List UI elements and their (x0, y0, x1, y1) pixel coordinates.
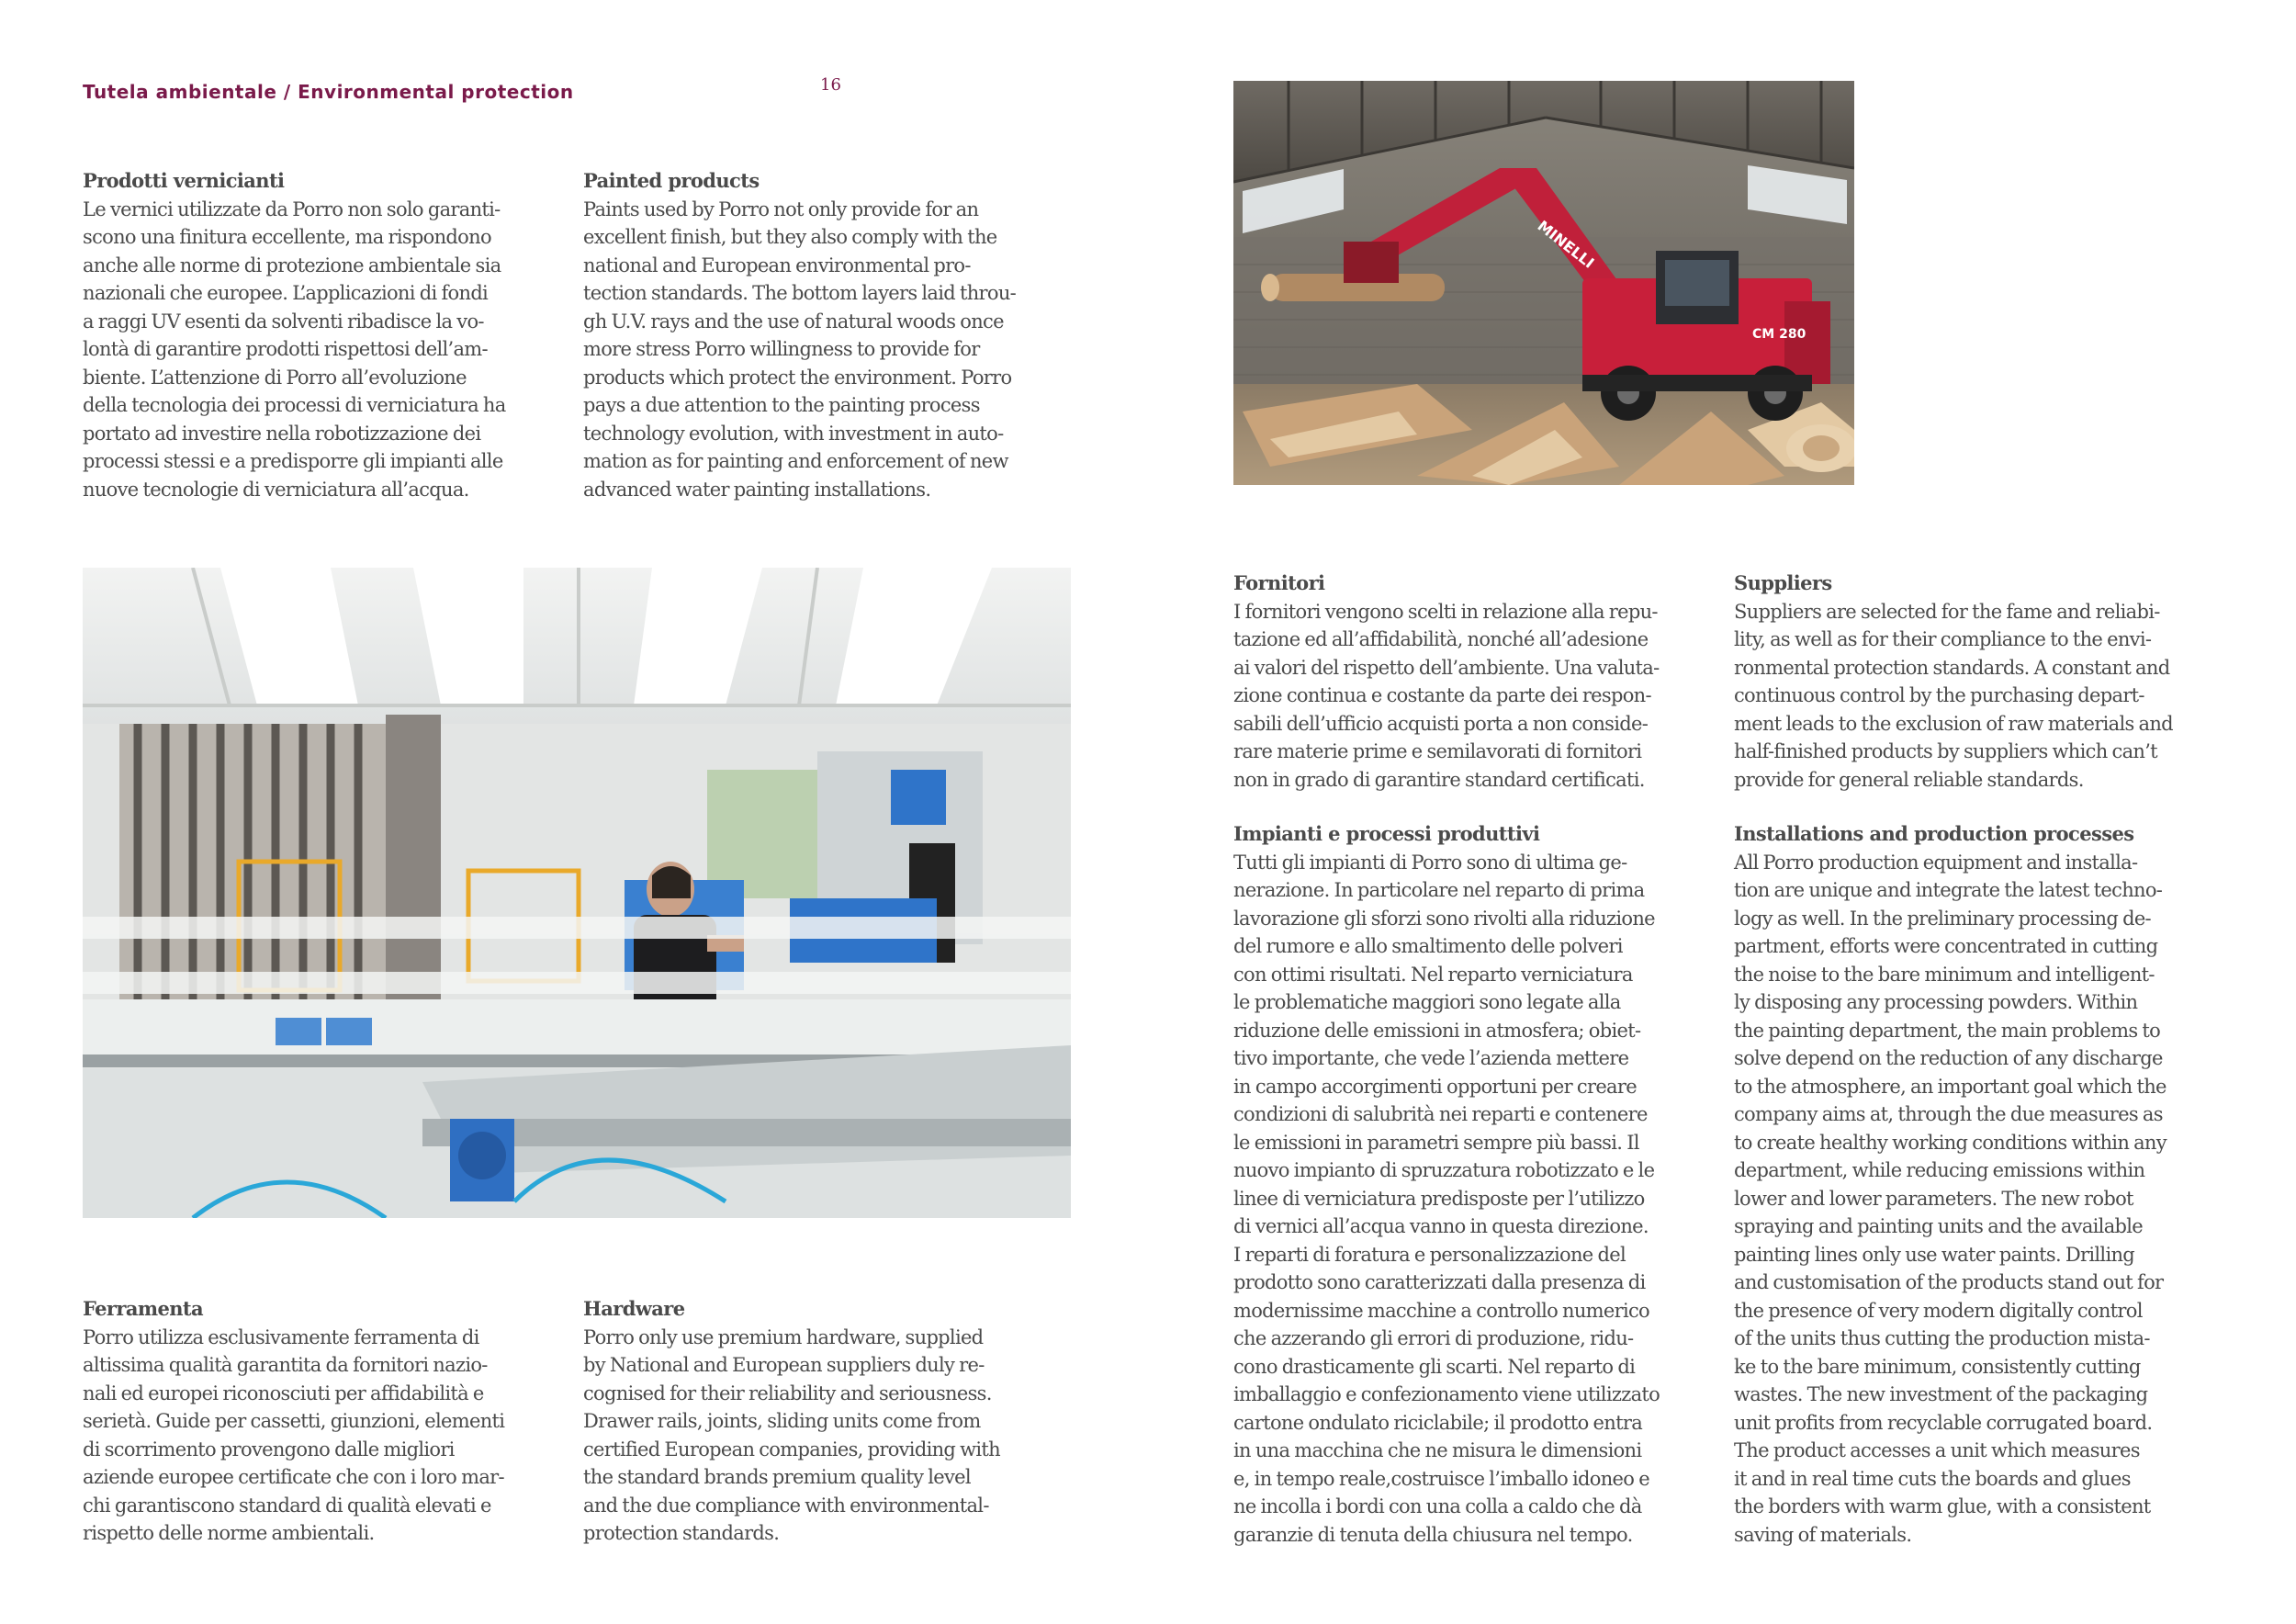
text-line: to the atmosphere, an important goal which the (1734, 1075, 2167, 1098)
painted-products-it-column (83, 167, 506, 503)
text-line: a raggi UV esenti da solventi ribadisce la vo- (83, 310, 484, 333)
text-line: painting lines only use water paints. Drilling (1734, 1243, 2135, 1266)
text-line: national and European environmental pro- (583, 254, 971, 276)
text-line: imballaggio e confezionamento viene utilizzato (1233, 1383, 1660, 1405)
plants-processes-en-body (1734, 849, 2167, 1550)
text-line: le emissioni in parametri sempre più bassi. Il (1233, 1131, 1639, 1154)
painted-products-en-heading: Painted products (583, 169, 760, 192)
text-line: scono una finitura eccellente, ma rispondono (83, 226, 491, 248)
hardware-it-body (83, 1324, 504, 1548)
text-line: tivo importante, che vede l’azienda mettere (1233, 1047, 1629, 1069)
text-line: tazione ed all’affidabilità, nonché all’adesione (1233, 628, 1649, 650)
text-line: partment, efforts were concentrated in cutting (1734, 935, 2158, 957)
text-line: riduzione delle emissioni in atmosfera; obiet- (1233, 1019, 1641, 1042)
text-line: Le vernici utilizzate da Porro non solo garanti- (83, 197, 501, 220)
plants-processes-it-heading: Impianti e processi produttivi (1233, 822, 1540, 845)
text-line: by National and European suppliers duly re- (583, 1354, 985, 1376)
text-line: The product accesses a unit which measures (1734, 1439, 2140, 1461)
text-line: more stress Porro willingness to provide for (583, 338, 980, 360)
text-line: ronmental protection standards. A constant and (1734, 656, 2170, 679)
text-line: nuovo impianto di spruzzatura robotizzato e le (1233, 1159, 1655, 1181)
text-line: ly disposing any processing powders. Within (1734, 991, 2138, 1013)
text-line: aziende europee certificate che con i loro mar- (83, 1466, 504, 1488)
text-line: serietà. Guide per cassetti, giunzioni, elementi (83, 1410, 505, 1432)
text-line: processi stessi e a predisporre gli impianti alle (83, 450, 503, 472)
hardware-en-heading: Hardware (583, 1297, 685, 1320)
text-line: tection standards. The bottom layers laid throu- (583, 282, 1017, 304)
text-line: saving of materials. (1734, 1523, 1912, 1546)
text-line: half-finished products by suppliers which can’t (1734, 740, 2157, 762)
text-line: it and in real time cuts the boards and glues (1734, 1467, 2131, 1490)
text-line: rare materie prime e semilavorati di fornitori (1233, 740, 1642, 762)
text-line: solve depend on the reduction of any discharge (1734, 1047, 2163, 1069)
text-line: and customisation of the products stand out for (1734, 1271, 2164, 1293)
text-line: rispetto delle norme ambientali. (83, 1522, 375, 1544)
text-line: the presence of very modern digitally control (1734, 1299, 2143, 1322)
text-line: pays a due attention to the painting process (583, 394, 980, 416)
text-line: linee di verniciatura predisposte per l’utilizzo (1233, 1187, 1645, 1210)
text-line: di vernici all’acqua vanno in questa direzione. (1233, 1215, 1649, 1237)
text-line: the noise to the bare minimum and intelligent- (1734, 963, 2155, 986)
plants-processes-en-heading: Installations and production processes (1734, 822, 2134, 845)
painted-products-it-heading: Prodotti vernicianti (83, 169, 285, 192)
text-line: ke to the bare minimum, consistently cutting (1734, 1355, 2141, 1378)
text-line: ment leads to the exclusion of raw materials and (1734, 712, 2173, 735)
text-line: lontà di garantire prodotti rispettosi dell’am- (83, 338, 488, 360)
suppliers-en-heading: Suppliers (1734, 571, 1832, 594)
text-line: protection standards. (583, 1522, 780, 1544)
text-line: and the due compliance with environmental- (583, 1494, 989, 1517)
excavator-warehouse-photo (1233, 81, 1854, 485)
text-line: nali ed europei riconosciuti per affidabilità e (83, 1382, 484, 1404)
painted-products-it-body (83, 196, 506, 504)
text-line: the borders with warm glue, with a consistent (1734, 1495, 2151, 1517)
text-line: garanzie di tenuta della chiusura nel tempo. (1233, 1523, 1633, 1546)
text-line: wastes. The new investment of the packaging (1734, 1383, 2148, 1405)
text-line: advanced water painting installations. (583, 478, 931, 501)
text-line: e, in tempo reale,costruisce l’imballo idoneo e (1233, 1467, 1649, 1490)
suppliers-en-body (1734, 598, 2173, 795)
text-line: in una macchina che ne misura le dimensioni (1233, 1439, 1642, 1461)
hardware-en-body (583, 1324, 1000, 1548)
text-line: in campo accorgimenti opportuni per creare (1233, 1075, 1637, 1098)
excavator-model-label: CM 280 (1752, 327, 1806, 342)
text-line: di scorrimento provengono dalle migliori (83, 1438, 455, 1460)
text-line: altissima qualità garantita da fornitori nazio- (83, 1354, 488, 1376)
text-line: the painting department, the main problems to (1734, 1019, 2161, 1042)
text-line: of the units thus cutting the production mista- (1734, 1327, 2150, 1349)
text-line: lity, as well as for their compliance to the envi- (1734, 628, 2152, 650)
text-line: chi garantiscono standard di qualità elevati e (83, 1494, 491, 1517)
text-line: lavorazione gli sforzi sono rivolti alla riduzione (1233, 907, 1655, 930)
text-line: Porro only use premium hardware, supplied (583, 1325, 984, 1348)
text-line: cognised for their reliability and seriousness. (583, 1382, 992, 1404)
text-line: sabili dell’ufficio acquisti porta a non conside- (1233, 712, 1649, 735)
text-line: spraying and painting units and the available (1734, 1215, 2143, 1237)
text-line: products which protect the environment. Porro (583, 366, 1012, 389)
text-line: continuous control by the purchasing depart- (1734, 684, 2144, 706)
hardware-en-column (583, 1295, 1000, 1548)
suppliers-it-heading: Fornitori (1233, 571, 1325, 594)
text-line: ne incolla i bordi con una colla a caldo che dà (1233, 1495, 1642, 1517)
painted-products-en-body (583, 196, 1016, 504)
text-line: the standard brands premium quality level (583, 1466, 971, 1488)
text-line: ai valori del rispetto dell’ambiente. Una valuta- (1233, 656, 1660, 679)
excavator-brand-label: MINELLI (1534, 217, 1598, 272)
text-line: Tutti gli impianti di Porro sono di ultima ge- (1233, 851, 1627, 874)
page-number: 16 (820, 75, 841, 95)
text-line: della tecnologia dei processi di verniciatura ha (83, 394, 506, 416)
text-line: gh U.V. rays and the use of natural woods once (583, 310, 1004, 333)
text-line: technology evolution, with investment in auto- (583, 422, 1004, 445)
text-line: le problematiche maggiori sono legate alla (1233, 991, 1621, 1013)
text-line: excellent finish, but they also comply with the (583, 226, 997, 248)
text-line: non in grado di garantire standard certificati. (1233, 768, 1645, 791)
text-line: lower and lower parameters. The new robot (1734, 1187, 2133, 1210)
text-line: certified European companies, providing with (583, 1438, 1000, 1460)
plants-processes-en-column (1734, 820, 2167, 1549)
text-line: department, while reducing emissions within (1734, 1159, 2145, 1181)
text-line: provide for general reliable standards. (1734, 768, 2084, 791)
text-line: I reparti di foratura e personalizzazione del (1233, 1243, 1626, 1266)
text-line: con ottimi risultati. Nel reparto verniciatura (1233, 963, 1633, 986)
text-line: I fornitori vengono scelti in relazione alla repu- (1233, 600, 1658, 623)
text-line: modernissime macchine a controllo numerico (1233, 1299, 1649, 1322)
text-line: nazionali che europee. L’applicazioni di fondi (83, 282, 489, 304)
plants-processes-it-body (1233, 849, 1660, 1550)
text-line: Porro utilizza esclusivamente ferramenta di (83, 1325, 479, 1348)
text-line: All Porro production equipment and installa- (1734, 851, 2138, 874)
text-line: nuove tecnologie di verniciatura all’acqua. (83, 478, 469, 501)
suppliers-it-column (1233, 570, 1660, 794)
text-line: prodotto sono caratterizzati dalla presenza di (1233, 1271, 1646, 1293)
text-line: cartone ondulato riciclabile; il prodotto entra (1233, 1411, 1643, 1434)
text-line: Paints used by Porro not only provide for an (583, 197, 979, 220)
text-line: mation as for painting and enforcement of new (583, 450, 1008, 472)
text-line: Suppliers are selected for the fame and reliabi- (1734, 600, 2160, 623)
text-line: anche alle norme di protezione ambientale sia (83, 254, 501, 276)
section-title: Tutela ambientale / Environmental protection (83, 81, 574, 103)
text-line: portato ad investire nella robotizzazione dei (83, 422, 481, 445)
text-line: nerazione. In particolare nel reparto di prima (1233, 879, 1645, 901)
text-line: tion are unique and integrate the latest techno- (1734, 879, 2163, 901)
text-line: cono drasticamente gli scarti. Nel reparto di (1233, 1355, 1636, 1378)
suppliers-it-body (1233, 598, 1660, 795)
painted-products-en-column (583, 167, 1016, 503)
hardware-it-column (83, 1295, 504, 1548)
factory-assembly-line-photo (83, 568, 1071, 1218)
text-line: to create healthy working conditions within any (1734, 1131, 2167, 1154)
text-line: Drawer rails, joints, sliding units come from (583, 1410, 981, 1432)
suppliers-en-column (1734, 570, 2173, 794)
text-line: condizioni di salubrità nei reparti e contenere (1233, 1103, 1648, 1125)
text-line: biente. L’attenzione di Porro all’evoluzione (83, 366, 467, 389)
text-line: che azzerando gli errori di produzione, ridu- (1233, 1327, 1634, 1349)
text-line: company aims at, through the due measures as (1734, 1103, 2163, 1125)
plants-processes-it-column (1233, 820, 1660, 1549)
text-line: logy as well. In the preliminary processing de- (1734, 907, 2151, 930)
hardware-it-heading: Ferramenta (83, 1297, 204, 1320)
text-line: del rumore e allo smaltimento delle polveri (1233, 935, 1623, 957)
text-line: zione continua e costante da parte dei respon- (1233, 684, 1651, 706)
text-line: unit profits from recyclable corrugated board. (1734, 1411, 2153, 1434)
